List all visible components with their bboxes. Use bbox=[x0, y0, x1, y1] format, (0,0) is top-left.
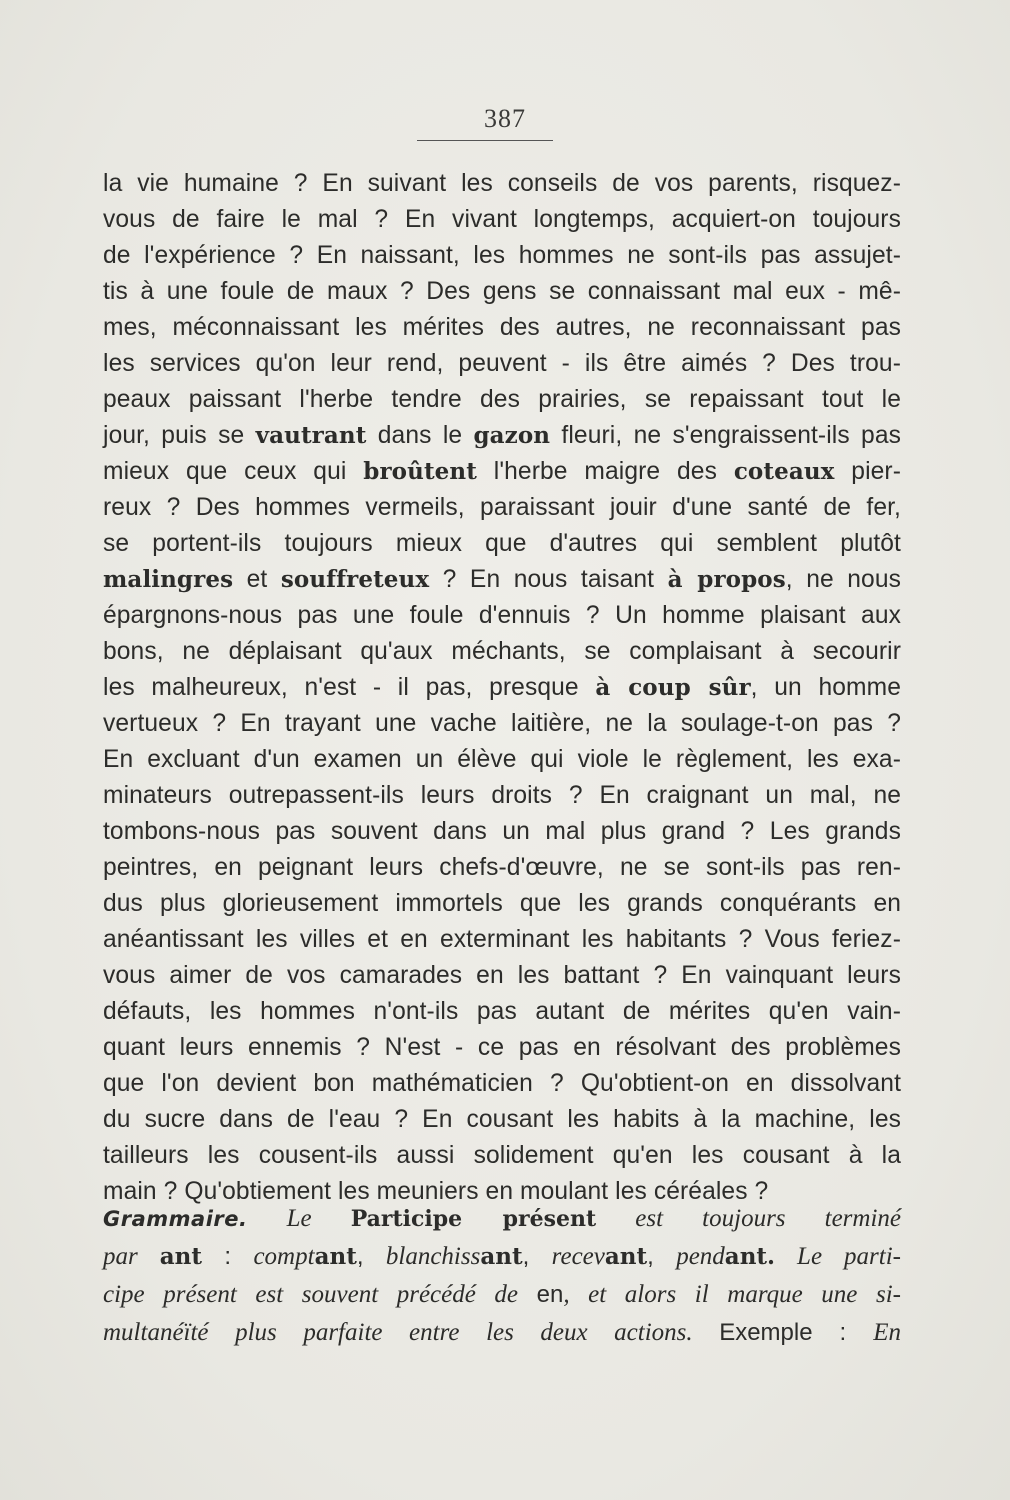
bold-term: ant bbox=[604, 1243, 648, 1270]
text-run: pend bbox=[676, 1243, 725, 1270]
text-run: en bbox=[536, 1281, 564, 1308]
text-run: cipe présent est souvent précédé de bbox=[103, 1281, 537, 1308]
exercise-paragraph bbox=[103, 166, 901, 1210]
bold-term: Participe présent bbox=[350, 1206, 597, 1232]
text-run: dans le bbox=[366, 422, 474, 449]
text-line: de l'expérience ? En naissant, les hommes ne sont-ils pas assujet- bbox=[103, 242, 901, 269]
text-run: , un homme bbox=[750, 674, 901, 701]
bold-term: gazon bbox=[473, 422, 551, 449]
bold-term: ant bbox=[480, 1243, 523, 1270]
text-line: En excluant d'un examen un élève qui viole le règlement, les exa- bbox=[103, 746, 901, 773]
bold-term: malingres bbox=[103, 566, 234, 593]
text-run: mieux que ceux qui bbox=[103, 458, 364, 485]
text-run: fleuri, ne s'engraissent-ils pas bbox=[550, 422, 901, 449]
text-run: : bbox=[812, 1319, 874, 1346]
text-line: main ? Qu'obtiement les meuniers en moulant les céréales ? bbox=[103, 1178, 769, 1205]
text-run: Exemple bbox=[719, 1319, 813, 1346]
text-run: ? En nous taisant bbox=[429, 566, 668, 593]
text-line: défauts, les hommes n'ont-ils pas autant de mérites qu'en vain- bbox=[103, 998, 901, 1025]
text-run: Le parti- bbox=[775, 1243, 901, 1270]
header-rule bbox=[417, 140, 553, 141]
text-line bbox=[103, 418, 901, 454]
text-line: vous de faire le mal ? En vivant longtemps, acquiert-on toujours bbox=[103, 206, 901, 233]
bold-term: coteaux bbox=[733, 458, 835, 485]
text-line: du sucre dans de l'eau ? En cousant les habits à la machine, les bbox=[103, 1106, 901, 1133]
text-run: pier- bbox=[834, 458, 901, 485]
text-run: , ne nous bbox=[785, 566, 901, 593]
bold-term: souffreteux bbox=[280, 566, 430, 593]
grammar-line bbox=[103, 1200, 901, 1238]
text-line: minateurs outrepassent-ils leurs droits ? En craignant un mal, ne bbox=[103, 782, 901, 809]
text-run: Le bbox=[247, 1205, 351, 1232]
text-line: peaux paissant l'herbe tendre des prairies, se repaissant tout le bbox=[103, 386, 901, 413]
text-run: , et alors il marque une si- bbox=[563, 1281, 901, 1308]
text-run: par bbox=[103, 1243, 160, 1270]
bold-term: à propos bbox=[667, 566, 786, 593]
text-line: peintres, en peignant leurs chefs-d'œuvre, ne se sont-ils pas ren- bbox=[103, 854, 901, 881]
text-line: que l'on devient bon mathématicien ? Qu'obtient-on en dissolvant bbox=[103, 1070, 901, 1097]
text-line: mes, méconnaissant les mérites des autres, ne reconnaissant pas bbox=[103, 314, 901, 341]
text-run: En bbox=[873, 1319, 901, 1346]
text-run: compt bbox=[253, 1243, 315, 1270]
text-line bbox=[103, 454, 901, 490]
text-run: est toujours terminé bbox=[596, 1205, 901, 1232]
text-line: bons, ne déplaisant qu'aux méchants, se complaisant à secourir bbox=[103, 638, 901, 665]
grammar-line bbox=[103, 1238, 901, 1276]
text-run: , bbox=[522, 1243, 552, 1270]
grammar-line bbox=[103, 1276, 901, 1314]
text-line: la vie humaine ? En suivant les conseils de vos parents, risquez- bbox=[103, 170, 901, 197]
text-line: tis à une foule de maux ? Des gens se connaissant mal eux - mê- bbox=[103, 278, 901, 305]
grammar-section bbox=[103, 1200, 901, 1352]
text-run: : bbox=[201, 1243, 254, 1270]
grammar-line bbox=[103, 1314, 901, 1352]
bold-term: à coup sûr bbox=[595, 674, 751, 701]
text-run: blanchiss bbox=[385, 1243, 481, 1270]
bold-term: vautrant bbox=[255, 422, 367, 449]
text-run: recev bbox=[551, 1243, 605, 1270]
text-line bbox=[103, 562, 901, 598]
text-line: anéantissant les villes et en exterminant les habitants ? Vous feriez- bbox=[103, 926, 901, 953]
text-run: jour, puis se bbox=[103, 422, 256, 449]
text-line: se portent-ils toujours mieux que d'autres qui semblent plutôt bbox=[103, 530, 901, 557]
text-run: l'herbe maigre des bbox=[476, 458, 734, 485]
text-run: multanéïté plus parfaite entre les deux actions. bbox=[103, 1319, 720, 1346]
text-line: dus plus glorieusement immortels que les grands conquérants en bbox=[103, 890, 901, 917]
text-run: les malheureux, n'est - il pas, presque bbox=[103, 674, 596, 701]
bold-term: ant bbox=[159, 1243, 202, 1270]
text-line: tailleurs les cousent-ils aussi solidement qu'en les cousant à la bbox=[103, 1142, 901, 1169]
text-line: les services qu'on leur rend, peuvent - ils être aimés ? Des trou- bbox=[103, 350, 901, 377]
text-line: vertueux ? En trayant une vache laitière, ne la soulage-t-on pas ? bbox=[103, 710, 901, 737]
text-line: épargnons-nous pas une foule d'ennuis ? Un homme plaisant aux bbox=[103, 602, 901, 629]
text-run: , bbox=[647, 1243, 677, 1270]
text-line: reux ? Des hommes vermeils, paraissant jouir d'une santé de fer, bbox=[103, 494, 901, 521]
bold-term: ant. bbox=[724, 1243, 776, 1270]
page-number: 387 bbox=[484, 104, 526, 133]
bold-term: broûtent bbox=[363, 458, 477, 485]
grammar-heading: Grammaire. bbox=[103, 1207, 248, 1231]
text-line bbox=[103, 670, 901, 706]
bold-term: ant bbox=[314, 1243, 357, 1270]
text-line: quant leurs ennemis ? N'est - ce pas en résolvant des problèmes bbox=[103, 1034, 901, 1061]
text-run: , bbox=[356, 1243, 386, 1270]
text-line: vous aimer de vos camarades en les battant ? En vainquant leurs bbox=[103, 962, 901, 989]
text-line: tombons-nous pas souvent dans un mal plus grand ? Les grands bbox=[103, 818, 901, 845]
text-run: et bbox=[233, 566, 281, 593]
